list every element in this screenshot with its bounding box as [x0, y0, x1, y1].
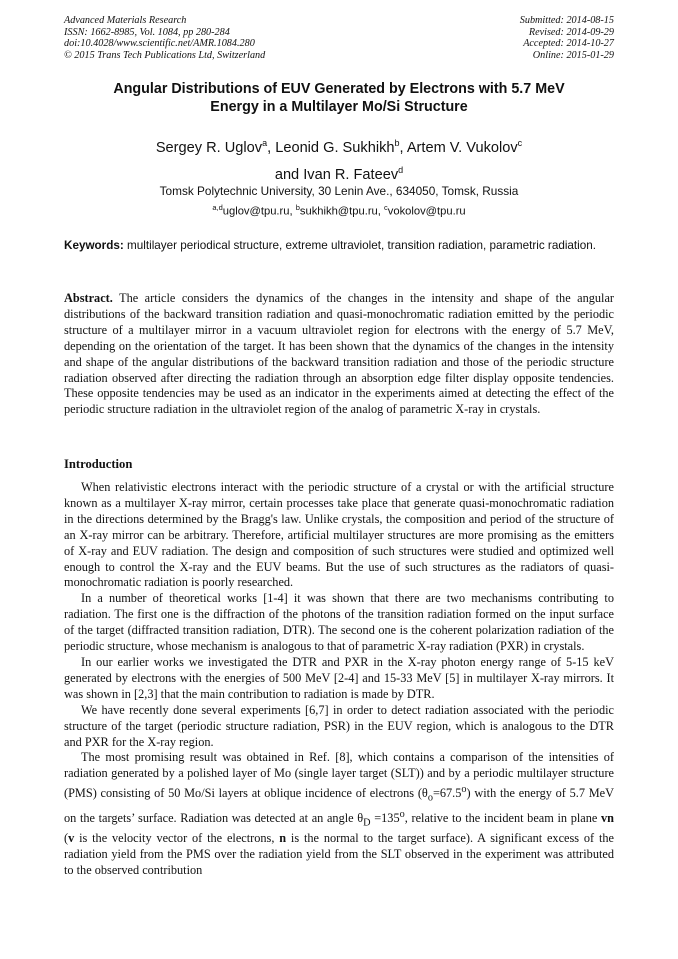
author-affil-mark: b — [394, 138, 400, 148]
text-run: , relative to the incident beam in plane — [404, 810, 601, 825]
author-name: Artem V. Vukolov — [406, 139, 518, 156]
author-name: Sergey R. Uglov — [155, 139, 263, 156]
text-run: =67.5 — [432, 786, 462, 801]
paragraph: We have recently done several experiments [6,7] in order to detect radiation associated with the periodic structure of the target (periodic structure radiation, PSR) in the EUV region, which is analogous to the DTR and PXR for the X-ray region. — [64, 702, 614, 749]
superscript: o — [399, 808, 405, 820]
publication-dates — [520, 15, 614, 61]
author-list — [64, 132, 614, 186]
email-mark: b — [295, 203, 300, 212]
text-run: =135 — [370, 810, 400, 825]
journal-doi[interactable]: doi:10.4028/www.scientific.net/AMR.1084.280 — [64, 38, 255, 50]
text-run: is the normal to the target surface). A significant excess of the radiation yield from the PMS over the radiation yield from the SLT observed in the experiment was attributed to the observed contribution — [64, 831, 614, 877]
title-line-2: Energy in a Multilayer Mo/Si Structure — [210, 99, 468, 115]
paragraph: In our earlier works we investigated the DTR and PXR in the X-ray photon energy range of 5-15 keV generated by electrons with the energies of 500 MeV [2-4] and 15-33 MeV [5] in multilayer X-ray mirrors. It was shown in [2,3] that the main contribution to radiation is made by DTR. — [64, 654, 614, 701]
superscript: o — [461, 784, 467, 796]
abstract-label: Abstract. — [64, 291, 113, 305]
text-run: The most promising result was obtained in Ref. [8], which contains a comparison of the intensities of radiation generated by a polished layer of Mo (single layer target (SLT)) and by a periodic multilayer structure (PMS) consisting of 50 Mo/Si layers at oblique incidence of electrons (θ — [64, 750, 614, 801]
journal-name: Advanced Materials Research — [64, 15, 187, 26]
journal-issn: ISSN: 1662-8985, Vol. 1084, pp 280-284 — [64, 26, 230, 38]
email-mark: c — [384, 203, 388, 212]
subscript: o — [427, 792, 433, 804]
paragraph: In a number of theoretical works [1-4] it was shown that there are two mechanisms contributing to radiation. The first one is the diffraction of the photons of the transition radiation formed on the input surface of the target (diffracted transition radiation, DTR). The second one is the coherent polarization radiation of the periodic structure, whose mechanism is analogous to that of parametric X-ray radiation (PXR) in crystals. — [64, 591, 614, 654]
bold-symbol: v — [68, 831, 75, 846]
email-mark: a,d — [212, 203, 223, 212]
submitted-date: Submitted: 2014-08-15 — [519, 15, 614, 26]
keywords-text: multilayer periodical structure, extreme ultraviolet, transition radiation, parametric radiation. — [123, 239, 597, 252]
author-affil-mark: c — [517, 138, 523, 148]
author-separator: , — [267, 139, 276, 156]
online-date: Online: 2015-01-29 — [532, 49, 614, 61]
introduction-body — [64, 480, 614, 879]
title-line-1: Angular Distributions of EUV Generated by Electrons with 5.7 MeV — [113, 81, 565, 97]
paragraph — [64, 750, 614, 878]
abstract-section — [64, 291, 614, 418]
author-name: Leonid G. Sukhikh — [275, 139, 395, 156]
keywords-section — [64, 238, 614, 254]
revised-date: Revised: 2014-09-29 — [528, 26, 614, 38]
copyright-line: © 2015 Trans Tech Publications Ltd, Switzerland — [64, 49, 266, 61]
text-run: ( — [64, 831, 69, 846]
section-heading-introduction: Introduction — [64, 457, 133, 471]
author-and: and — [274, 166, 304, 183]
email-link[interactable]: sukhikh@tpu.ru, — [299, 205, 384, 218]
bold-symbol: vn — [601, 810, 614, 825]
text-run: ) with the energy of 5.7 MeV on the targets’ surface. Radiation was detected at an angle θ — [64, 786, 614, 825]
accepted-date: Accepted: 2014-10-27 — [523, 38, 614, 50]
paper-title — [64, 80, 614, 116]
bold-symbol: n — [279, 831, 287, 846]
email-link[interactable]: uglov@tpu.ru, — [222, 205, 296, 218]
email-link[interactable]: vokolov@tpu.ru — [387, 205, 466, 218]
author-affil-mark: d — [398, 164, 404, 175]
keywords-label: Keywords: — [64, 239, 124, 252]
subscript: D — [363, 817, 371, 829]
author-name: Ivan R. Fateev — [303, 166, 399, 183]
author-affil-mark: a — [262, 138, 268, 148]
author-separator: , — [399, 139, 407, 156]
affiliation: Tomsk Polytechnic University, 30 Lenin Ave., 634050, Tomsk, Russia — [159, 184, 519, 198]
text-run: is the velocity vector of the electrons, — [74, 831, 280, 846]
abstract-text: The article considers the dynamics of the changes in the intensity and shape of the angular distributions of the backward transition radiation and quasi-monochromatic radiation emitted by the periodic structure of a multilayer mirror in a vacuum ultraviolet region for electrons with the energy of 5.7 MeV, depending on the orientation of the target. It has been shown that the dynamics of the changes in the intensity and shape of the angular distributions of the backward transition radiation and those of the periodic structure radiation observed after directing the radiation through an absorption edge filter display opposite tendencies. These opposite tendencies may be used as an indicator in the experiments aimed at detecting the effect of the periodic structure radiation in the ultraviolet region of the analog of parametric X-ray in crystals. — [64, 291, 614, 417]
journal-info — [64, 15, 265, 61]
paragraph: When relativistic electrons interact with the periodic structure of a crystal or with the artificial structure known as a multilayer X-ray mirror, certain processes take place that generate quasi-monochromatic radiation in the directions determined by the Bragg's law. Unlike crystals, the composition and period of the structure of an X-ray mirror can be arbitrary. Therefore, artificial multilayer structures are more promising as the emitters of X-ray and EUV radiation. The design and composition of such structures were studied and optimized well enough to control the X-ray and the EUV beams. But the use of such structures as the radiators of quasi-monochromatic radiation is poorly researched. — [64, 480, 614, 590]
author-emails — [64, 203, 614, 218]
